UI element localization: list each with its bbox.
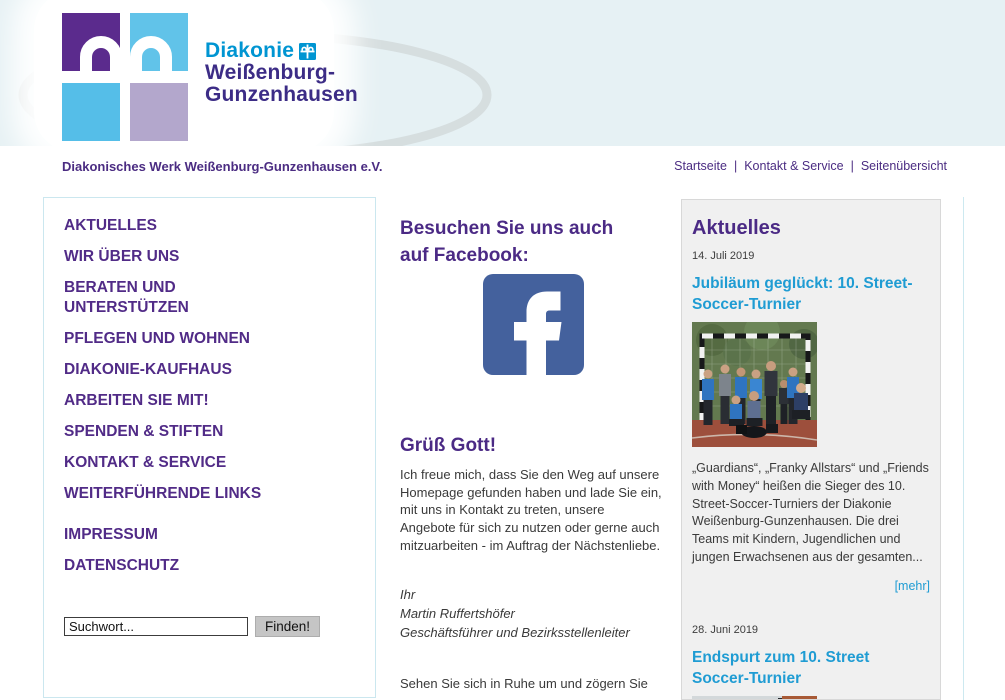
sidebar-item-pflegen-und-wohnen[interactable]: PFLEGEN UND WOHNEN (64, 330, 250, 347)
sidebar-item-impressum[interactable]: IMPRESSUM (64, 526, 158, 543)
diakonie-logo[interactable] (62, 13, 188, 141)
menu-item (64, 422, 355, 442)
facebook-heading: Besuchen Sie uns auch auf Facebook: (400, 218, 614, 266)
sidebar-item-wir-ueber-uns[interactable]: WIR ÜBER UNS (64, 248, 180, 265)
top-navigation (674, 159, 947, 173)
search-submit-button[interactable]: Finden! (255, 616, 320, 637)
logo-wordmark (205, 40, 358, 106)
menu-item (64, 278, 355, 318)
subheader (0, 146, 1005, 197)
main-content (400, 197, 666, 692)
signature-role: Geschäftsführer und Bezirksstellenleiter (400, 624, 630, 640)
signature-line: Ihr (400, 586, 416, 602)
topnav-seitenuebersicht[interactable]: Seitenübersicht (860, 159, 947, 173)
news-excerpt: „Guardians“, „Franky Allstars“ und „Friends with Money“ heißen die Sieger des 10. Street-Soccer-Turniers der Diakonie Weißenburg-Gunzenhausen. Die drei Teams mit Kindern, Jugendlichen und jungen Erwachsenen aus der gesamten... (692, 461, 929, 564)
search-row (64, 616, 355, 637)
content-right-border (963, 197, 964, 700)
organization-name: Diakonisches Werk Weißenburg-Gunzenhausen e.V. (62, 159, 383, 174)
news-box (681, 199, 941, 700)
sidebar-item-arbeiten-sie-mit[interactable]: ARBEITEN SIE MIT! (64, 392, 209, 409)
sidebar-item-weiterfuehrende-links[interactable]: WEITERFÜHRENDE LINKS (64, 485, 262, 502)
sidebar-item-aktuelles[interactable]: AKTUELLES (64, 217, 157, 234)
news-date: 14. Juli 2019 (692, 250, 755, 262)
news-link-street-soccer-jubilaeum[interactable]: Jubiläum geglückt: 10. Street-Soccer-Turnier (692, 275, 913, 313)
logo-brand-text: Diakonie (205, 39, 295, 62)
topnav-kontakt-service[interactable]: Kontakt & Service (744, 159, 844, 173)
news-item (692, 624, 930, 700)
sidebar-item-beraten-und-unterstuetzen[interactable]: BERATEN UND UNTERSTÜTZEN (64, 279, 189, 316)
news-item (692, 250, 930, 595)
header (0, 0, 1005, 146)
news-date: 28. Juni 2019 (692, 623, 759, 636)
menu-item (64, 556, 355, 576)
news-image-street-soccer-team[interactable] (692, 322, 817, 452)
sidebar-item-kontakt-service[interactable]: KONTAKT & SERVICE (64, 454, 227, 471)
mehr-link[interactable]: [mehr] (894, 578, 930, 593)
menu-item (64, 391, 355, 411)
signature-name: Martin Ruffertshöfer (400, 605, 515, 621)
sidebar-legal-menu (64, 525, 355, 576)
signature-block (400, 585, 666, 642)
logo-region-line2: Gunzenhausen (205, 83, 358, 106)
nav-separator: | (733, 159, 738, 173)
menu-item (64, 329, 355, 349)
partial-paragraph: Sehen Sie sich in Ruhe um und zögern Sie (400, 675, 648, 691)
sidebar-item-spenden-stiften[interactable]: SPENDEN & STIFTEN (64, 423, 224, 440)
greeting-heading: Grüß Gott! (400, 435, 497, 456)
news-image-building-facade[interactable] (692, 696, 817, 700)
sidebar-item-diakonie-kaufhaus[interactable]: DIAKONIE-KAUFHAUS (64, 361, 232, 378)
logo-region-line1: Weißenburg- (205, 61, 336, 84)
menu-item (64, 360, 355, 380)
sidebar-menu (64, 216, 355, 504)
greeting-text: Ich freue mich, dass Sie den Weg auf unsere Homepage gefunden haben und lade Sie ein, mit uns in Kontakt zu treten, unsere Angebote für sich zu nutzen oder gerne auch mitzuarbeiten - im Auftrag der Nächstenliebe. (400, 467, 662, 553)
menu-item (64, 247, 355, 267)
nav-separator: | (850, 159, 854, 173)
facebook-icon[interactable] (483, 274, 584, 375)
news-title: Aktuelles (692, 217, 781, 239)
menu-item (64, 484, 355, 504)
menu-item (64, 453, 355, 473)
search-input[interactable] (64, 617, 248, 636)
diakonie-crown-icon (299, 43, 316, 60)
topnav-startseite[interactable]: Startseite (674, 159, 727, 173)
news-more-row (692, 577, 930, 595)
sidebar (43, 197, 376, 698)
menu-item (64, 525, 355, 545)
news-link-endspurt-street-soccer[interactable]: Endspurt zum 10. Street Soccer-Turnier (692, 648, 870, 687)
sidebar-item-datenschutz[interactable]: DATENSCHUTZ (64, 557, 180, 574)
menu-item (64, 216, 355, 236)
